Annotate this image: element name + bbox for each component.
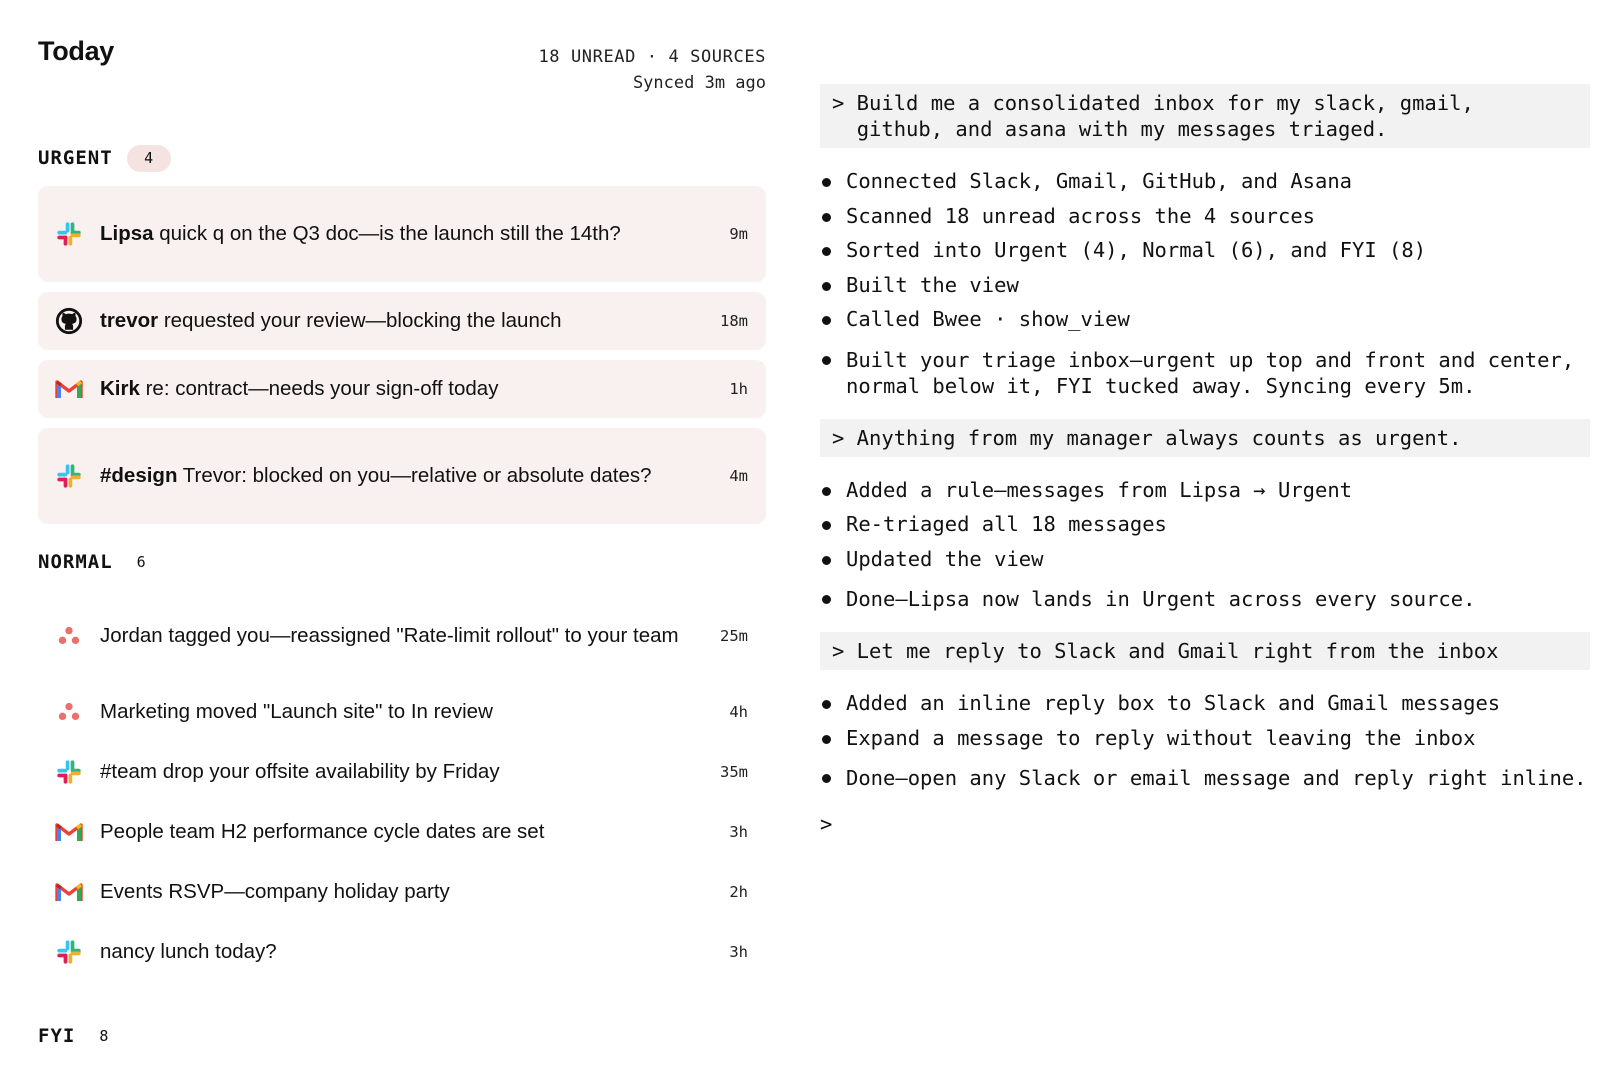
- message-item[interactable]: [38, 590, 766, 682]
- message-time: 1h: [729, 380, 748, 398]
- message-item[interactable]: [38, 742, 766, 802]
- message-time: 25m: [720, 627, 748, 645]
- urgent-section: [38, 144, 766, 524]
- action-step: Re-triaged all 18 messages: [820, 507, 1590, 542]
- action-steps: [820, 686, 1590, 755]
- user-prompt: > Anything from my manager always counts as urgent.: [820, 419, 1590, 457]
- message-text: [100, 458, 729, 494]
- message-sender: Marketing: [100, 700, 191, 723]
- message-text: [100, 754, 720, 790]
- gmail-icon: [54, 877, 84, 907]
- message-snippet: moved "Launch site" to In review: [195, 700, 493, 723]
- command-prompt-input[interactable]: >: [820, 812, 833, 836]
- message-time: 3h: [729, 823, 748, 841]
- message-item[interactable]: [38, 292, 766, 350]
- message-sender: #design: [100, 464, 178, 487]
- action-step: Added a rule—messages from Lipsa → Urgent: [820, 473, 1590, 508]
- action-steps: [820, 164, 1590, 337]
- action-step: Sorted into Urgent (4), Normal (6), and FYI (8): [820, 233, 1590, 268]
- inbox-panel: [38, 30, 766, 1064]
- message-time: 4h: [729, 703, 748, 721]
- normal-count: 6: [136, 553, 146, 571]
- message-text: [100, 216, 729, 252]
- message-snippet: re: contract—needs your sign-off today: [145, 377, 499, 400]
- inbox-header: [38, 30, 766, 93]
- summary-text: Done—Lipsa now lands in Urgent across every source.: [820, 586, 1590, 612]
- message-sender: Jordan: [100, 624, 163, 647]
- normal-label: NORMAL: [38, 551, 113, 573]
- action-steps: [820, 473, 1590, 577]
- message-snippet: lunch today?: [160, 940, 277, 963]
- message-item[interactable]: [38, 360, 766, 418]
- message-snippet: drop your offsite availability by Friday: [162, 760, 500, 783]
- action-step: Built the view: [820, 268, 1590, 303]
- message-text: [100, 934, 729, 970]
- slack-icon: [54, 219, 84, 249]
- message-item[interactable]: [38, 682, 766, 742]
- urgent-label: URGENT: [38, 147, 113, 169]
- message-text: [100, 814, 729, 850]
- gmail-icon: [54, 817, 84, 847]
- summary-text: Done—open any Slack or email message and reply right inline.: [820, 765, 1590, 791]
- message-time: 35m: [720, 763, 748, 781]
- message-sender: Kirk: [100, 377, 140, 400]
- user-prompt: > Let me reply to Slack and Gmail right from the inbox: [820, 632, 1590, 670]
- message-sender: nancy: [100, 940, 155, 963]
- assistant-summary: [820, 586, 1590, 612]
- message-item[interactable]: [38, 862, 766, 922]
- slack-icon: [54, 461, 84, 491]
- user-prompt: > Build me a consolidated inbox for my slack, gmail, github, and asana with my messages triaged.: [820, 84, 1590, 148]
- message-snippet: tagged you—reassigned "Rate-limit rollout" to your team: [168, 624, 679, 647]
- message-sender: Lipsa: [100, 222, 154, 245]
- gmail-icon: [54, 374, 84, 404]
- asana-icon: [54, 697, 84, 727]
- message-time: 9m: [729, 225, 748, 243]
- message-snippet: RSVP—company holiday party: [168, 880, 450, 903]
- normal-section: [38, 548, 766, 982]
- message-item[interactable]: [38, 428, 766, 524]
- message-item[interactable]: [38, 802, 766, 862]
- asana-icon: [54, 621, 84, 651]
- message-text: [100, 618, 720, 654]
- sync-status: [538, 44, 766, 96]
- message-time: 3h: [729, 943, 748, 961]
- message-snippet: Trevor: blocked on you—relative or absolute dates?: [182, 464, 652, 487]
- message-sender: #team: [100, 760, 157, 783]
- message-item[interactable]: [38, 186, 766, 282]
- slack-icon: [54, 937, 84, 967]
- message-item[interactable]: [38, 922, 766, 982]
- message-text: [100, 694, 729, 730]
- action-step: Updated the view: [820, 542, 1590, 577]
- fyi-section: [38, 1022, 766, 1050]
- message-time: 4m: [729, 467, 748, 485]
- message-time: 2h: [729, 883, 748, 901]
- transcript-list: [820, 84, 1590, 791]
- chat-transcript: [820, 84, 1590, 837]
- assistant-summary: [820, 347, 1590, 399]
- message-sender: Events: [100, 880, 163, 903]
- fyi-section-header[interactable]: [38, 1022, 766, 1050]
- page-title: Today: [38, 36, 115, 66]
- unread-summary: 18 UNREAD · 4 SOURCES: [538, 47, 766, 67]
- message-sender: People team: [100, 820, 216, 843]
- urgent-section-header[interactable]: [38, 144, 766, 172]
- slack-icon: [54, 757, 84, 787]
- synced-label: Synced 3m ago: [632, 73, 766, 93]
- action-step: Expand a message to reply without leaving the inbox: [820, 721, 1590, 756]
- normal-section-header[interactable]: [38, 548, 766, 576]
- urgent-count-badge: 4: [127, 145, 171, 172]
- fyi-label: FYI: [38, 1025, 76, 1047]
- message-text: [100, 303, 720, 339]
- message-snippet: H2 performance cycle dates are set: [220, 820, 545, 843]
- github-icon: [54, 306, 84, 336]
- message-time: 18m: [720, 312, 748, 330]
- action-step: Scanned 18 unread across the 4 sources: [820, 199, 1590, 234]
- summary-text: Built your triage inbox—urgent up top and front and center, normal below it, FYI tucked away. Syncing every 5m.: [820, 347, 1590, 399]
- normal-list: [38, 590, 766, 982]
- message-snippet: requested your review—blocking the launch: [163, 309, 562, 332]
- message-sender: trevor: [100, 309, 159, 332]
- action-step: Called Bwee · show_view: [820, 302, 1590, 337]
- action-step: Added an inline reply box to Slack and Gmail messages: [820, 686, 1590, 721]
- action-step: Connected Slack, Gmail, GitHub, and Asana: [820, 164, 1590, 199]
- message-snippet: quick q on the Q3 doc—is the launch still the 14th?: [159, 222, 621, 245]
- message-text: [100, 371, 729, 407]
- assistant-summary: [820, 765, 1590, 791]
- urgent-list: [38, 186, 766, 524]
- fyi-count: 8: [99, 1027, 109, 1045]
- message-text: [100, 874, 729, 910]
